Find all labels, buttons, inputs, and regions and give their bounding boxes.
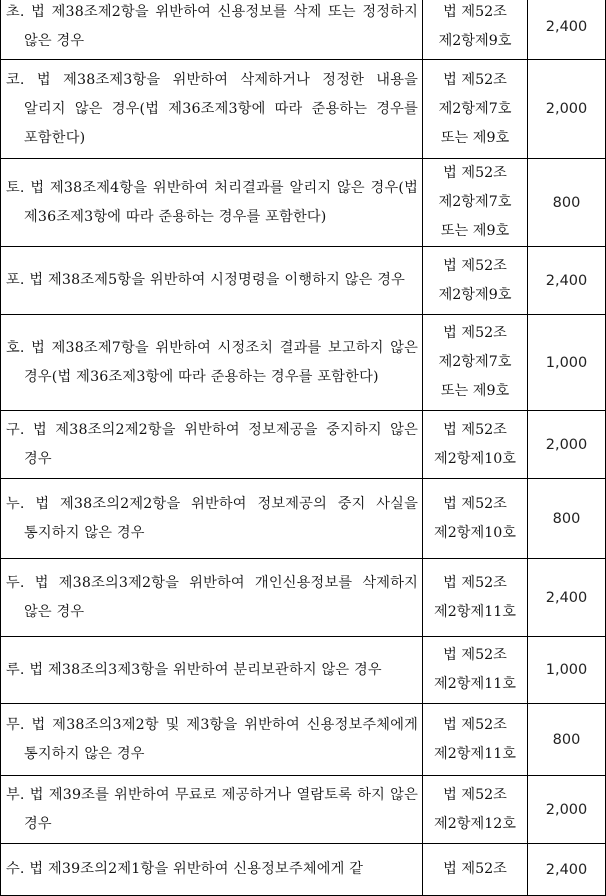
- legal-basis-line: 제2항제9호: [438, 286, 512, 303]
- legal-basis-line: 법 제52조: [443, 574, 507, 591]
- table-row: [1, 247, 606, 315]
- legal-basis-line: 제2항제7호: [438, 194, 512, 210]
- legal-basis-line: 제2항제10호: [434, 450, 516, 467]
- table-row: [1, 0, 606, 60]
- legal-basis-line: 제2항제10호: [434, 524, 516, 541]
- legal-basis-line: 제2항제7호: [438, 100, 512, 117]
- violation-description: 호. 법 제38조제7항을 위반하여 시정조치 결과를 보고하지 않은 경우(법 제36조제3항에 따라 준용하는 경우를 포함한다): [1, 315, 423, 411]
- legal-basis-line: 법 제52조: [443, 495, 507, 512]
- legal-basis-line: 제2항제12호: [434, 815, 516, 832]
- violation-description: 코. 법 제38조제3항을 위반하여 삭제하거나 정정한 내용을 알리지 않은 경우(법 제36조제3항에 따라 준용하는 경우를 포함한다): [1, 60, 423, 159]
- legal-basis: [423, 479, 528, 559]
- fine-amount: 2,400: [528, 844, 606, 896]
- fine-amount: 2,400: [528, 0, 606, 60]
- legal-basis-line: 제2항제11호: [434, 745, 516, 762]
- legal-basis-line: 법 제52조: [443, 861, 507, 877]
- violation-description: 누. 법 제38조의2제2항을 위반하여 정보제공의 중지 사실을 통지하지 않은 경우: [1, 479, 423, 559]
- table-row: [1, 411, 606, 479]
- legal-basis: [423, 637, 528, 704]
- fine-amount: 800: [528, 479, 606, 559]
- violation-description: 두. 법 제38조의3제2항을 위반하여 개인신용정보를 삭제하지 않은 경우: [1, 559, 423, 637]
- violation-description: 구. 법 제38조의2제2항을 위반하여 정보제공을 중지하지 않은 경우: [1, 411, 423, 479]
- legal-basis-line: 법 제52조: [443, 71, 507, 88]
- table-row: [1, 60, 606, 159]
- legal-basis: [423, 247, 528, 315]
- legal-basis-line: 제2항제11호: [434, 676, 516, 692]
- fine-amount: 2,000: [528, 776, 606, 844]
- fine-amount: 800: [528, 159, 606, 247]
- legal-basis-line: 법 제52조: [443, 716, 507, 733]
- legal-basis-line: 법 제52조: [443, 4, 507, 20]
- legal-basis-line: 또는 제9호: [440, 223, 510, 239]
- legal-basis-line: 법 제52조: [443, 165, 507, 181]
- fine-amount: 2,000: [528, 60, 606, 159]
- violation-description: 초. 법 제38조제2항을 위반하여 신용정보를 삭제 또는 정정하지 않은 경우: [1, 0, 423, 60]
- violation-description: 무. 법 제38조의3제2항 및 제3항을 위반하여 신용정보주체에게 통지하지 않은 경우: [1, 704, 423, 776]
- violation-description: 수. 법 제39조의2제1항을 위반하여 신용정보주체에게 같: [1, 844, 423, 896]
- legal-basis: [423, 159, 528, 247]
- table-row: [1, 559, 606, 637]
- legal-basis: [423, 776, 528, 844]
- legal-basis: [423, 844, 528, 896]
- legal-basis-line: 법 제52조: [443, 325, 507, 341]
- table-row: [1, 844, 606, 896]
- legal-basis: [423, 704, 528, 776]
- table-row: [1, 704, 606, 776]
- legal-basis-line: 제2항제9호: [438, 33, 512, 49]
- table-row: [1, 776, 606, 844]
- legal-basis: [423, 60, 528, 159]
- fine-amount: 1,000: [528, 637, 606, 704]
- fine-amount: 2,400: [528, 559, 606, 637]
- legal-basis: [423, 411, 528, 479]
- legal-basis-line: 법 제52조: [443, 647, 507, 663]
- fine-amount: 1,000: [528, 315, 606, 411]
- legal-basis-line: 또는 제9호: [440, 129, 510, 146]
- table-row: [1, 637, 606, 704]
- fine-amount: 2,400: [528, 247, 606, 315]
- table-row: [1, 315, 606, 411]
- legal-basis-line: 제2항제11호: [434, 603, 516, 620]
- legal-basis-line: 법 제52조: [443, 421, 507, 438]
- violation-description: 루. 법 제38조의3제3항을 위반하여 분리보관하지 않은 경우: [1, 637, 423, 704]
- legal-basis: [423, 0, 528, 60]
- legal-basis: [423, 559, 528, 637]
- fine-amount: 800: [528, 704, 606, 776]
- fine-amount: 2,000: [528, 411, 606, 479]
- table-row: [1, 479, 606, 559]
- violation-description: 부. 법 제39조를 위반하여 무료로 제공하거나 열람토록 하지 않은 경우: [1, 776, 423, 844]
- table-row: [1, 159, 606, 247]
- legal-basis-line: 제2항제7호: [438, 354, 512, 370]
- legal-basis-line: 법 제52조: [443, 786, 507, 803]
- legal-basis: [423, 315, 528, 411]
- legal-basis-line: 법 제52조: [443, 257, 507, 274]
- violation-description: 토. 법 제38조제4항을 위반하여 처리결과를 알리지 않은 경우(법 제36조제3항에 따라 준용하는 경우를 포함한다): [1, 159, 423, 247]
- legal-basis-line: 또는 제9호: [440, 383, 510, 399]
- violation-description: 포. 법 제38조제5항을 위반하여 시정명령을 이행하지 않은 경우: [1, 247, 423, 315]
